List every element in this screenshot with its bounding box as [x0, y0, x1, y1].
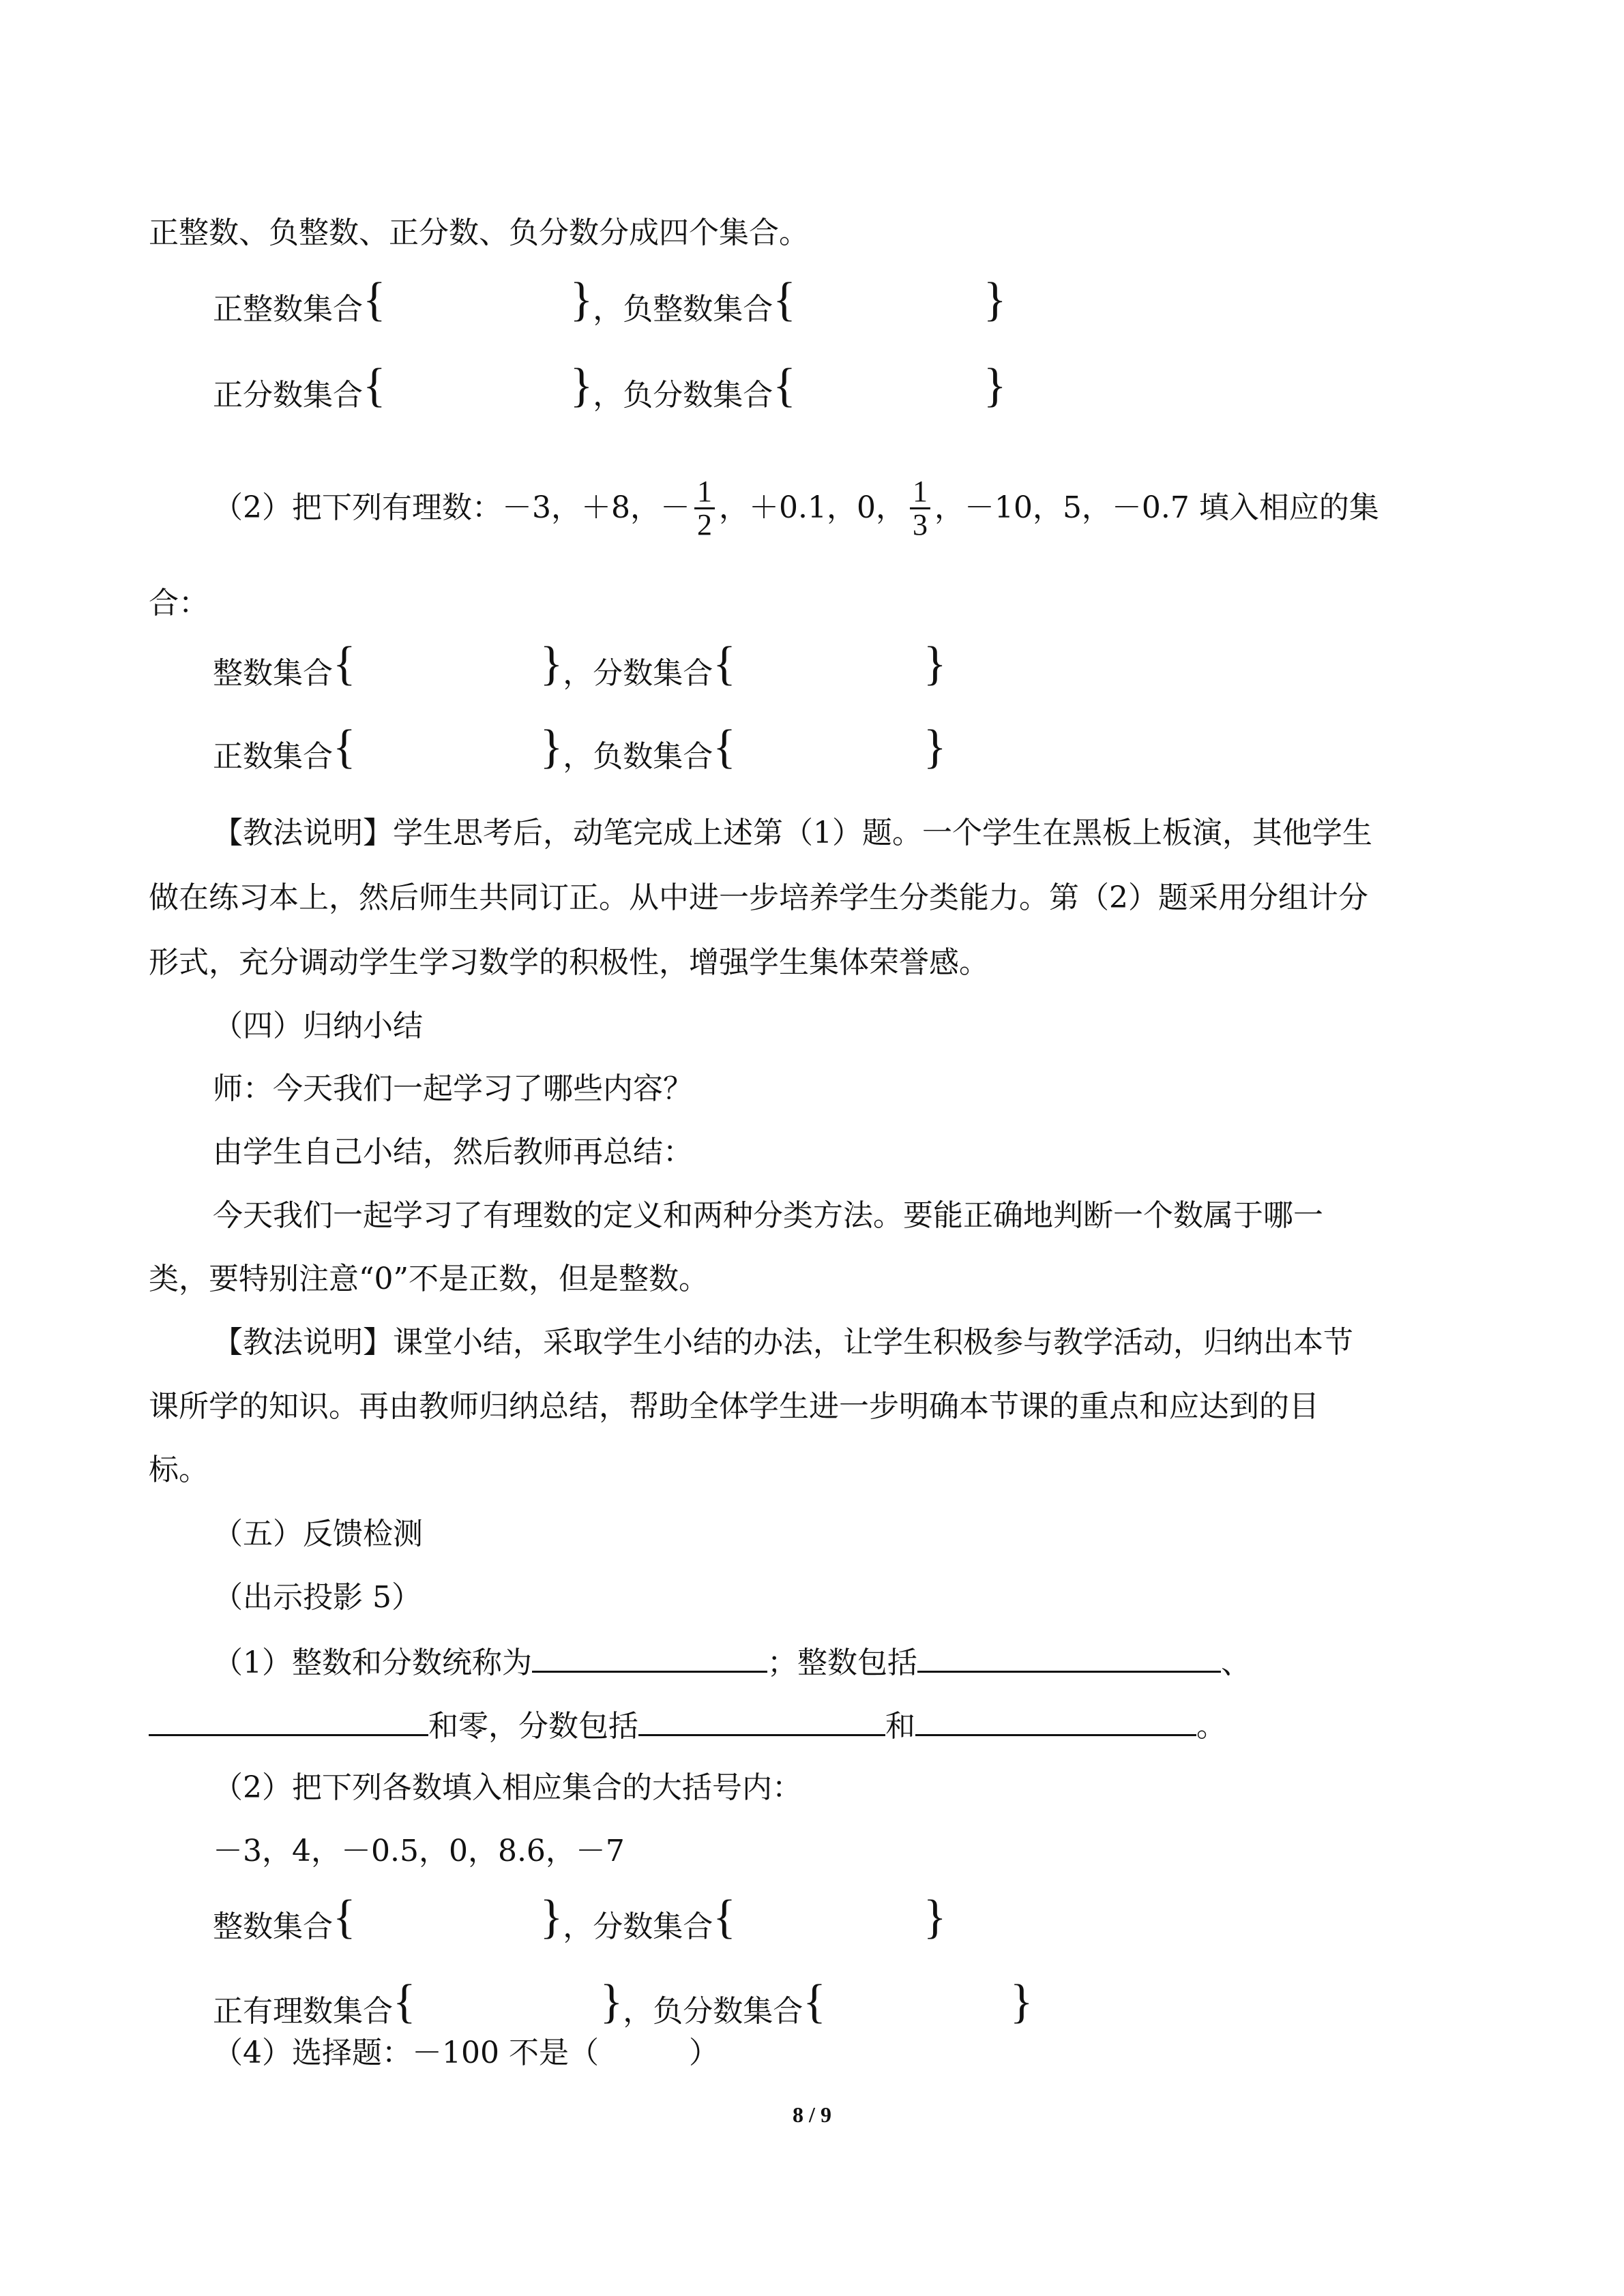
question-text: 。	[1196, 1709, 1226, 1744]
close-brace: }	[923, 1891, 947, 1943]
open-brace: {	[363, 273, 386, 326]
close-brace: }	[923, 721, 947, 773]
fraction-one-half	[694, 476, 715, 541]
text-line: （2）把下列各数填入相应集合的大括号内：	[213, 1770, 802, 1805]
fill-in-line-2	[149, 1704, 1226, 1747]
question-text: 、	[1221, 1645, 1251, 1680]
text-line: （出示投影 5）	[213, 1580, 422, 1615]
question-text: ，－10，5，－0.7 填入相应的集	[934, 490, 1379, 525]
set-label: 整数集合	[213, 656, 333, 691]
question-text: ；整数包括	[767, 1645, 917, 1680]
fill-in-line-1	[213, 1641, 1251, 1684]
close-brace: }	[540, 1891, 563, 1943]
open-brace: {	[333, 1891, 356, 1943]
text-line: 合：	[149, 586, 209, 621]
set-label: ，负整数集合	[593, 292, 773, 327]
open-brace: {	[393, 1976, 416, 2028]
close-brace: }	[1009, 1976, 1033, 2028]
section-heading: （五）反馈检测	[213, 1517, 423, 1551]
set-label: ，分数集合	[563, 1909, 713, 1944]
set-line-positive-rational-negative-fractions	[213, 1976, 1033, 2032]
open-brace: {	[333, 721, 356, 773]
paragraph-line: 类，要特别注意“0”不是正数，但是整数。	[149, 1262, 709, 1296]
text-line: 由学生自己小结，然后教师再总结：	[213, 1135, 693, 1169]
answer-blank[interactable]	[917, 1641, 1221, 1673]
fraction-denominator: 2	[696, 507, 712, 541]
text-line: 师：今天我们一起学习了哪些内容？	[213, 1071, 693, 1106]
page-number: 8 / 9	[793, 2102, 831, 2127]
fraction-numerator: 1	[694, 476, 715, 509]
number-list: －3，4，－0.5，0，8.6，－7	[213, 1834, 625, 1868]
open-brace: {	[713, 721, 736, 773]
set-label: ，负分数集合	[593, 378, 773, 413]
paragraph-line: 【教法说明】课堂小结，采取学生小结的办法，让学生积极参与教学活动，归纳出本节	[213, 1325, 1353, 1360]
close-brace: }	[983, 359, 1007, 412]
open-brace: {	[773, 359, 796, 412]
set-label: 整数集合	[213, 1909, 333, 1944]
question-text: （1）整数和分数统称为	[213, 1645, 532, 1680]
close-brace: }	[600, 1976, 623, 2028]
multiple-choice-question: （4）选择题：－100 不是（ ）	[213, 2036, 719, 2070]
set-line-positive-negative-integers	[213, 273, 1007, 330]
open-brace: {	[773, 273, 796, 326]
set-line-integers-fractions	[213, 638, 947, 694]
set-line-integers-fractions-2	[213, 1891, 947, 1948]
paragraph-line: 【教法说明】学生思考后，动笔完成上述第（1）题。一个学生在黑板上板演，其他学生	[213, 816, 1372, 850]
open-brace: {	[333, 638, 356, 690]
question-text: ，＋0.1，0，	[718, 490, 906, 525]
text-line: 正整数、负整数、正分数、负分数分成四个集合。	[149, 215, 809, 250]
open-brace: {	[363, 359, 386, 412]
close-brace: }	[570, 359, 593, 412]
question-text: 和零，分数包括	[428, 1709, 638, 1744]
question-text: （2）把下列有理数：－3，＋8，－	[213, 490, 690, 525]
close-brace: }	[540, 638, 563, 690]
fraction-denominator: 3	[912, 507, 928, 541]
set-line-positive-negative	[213, 721, 947, 777]
set-label: ，负数集合	[563, 739, 713, 774]
answer-blank[interactable]	[638, 1704, 885, 1736]
set-label: 正整数集合	[213, 292, 363, 327]
set-line-positive-negative-fractions	[213, 359, 1007, 416]
fraction-numerator: 1	[910, 476, 930, 509]
set-label: ，负分数集合	[623, 1994, 803, 2029]
answer-blank[interactable]	[532, 1641, 767, 1673]
set-label: 正分数集合	[213, 378, 363, 413]
fraction-one-third	[910, 476, 930, 541]
paragraph-line: 标。	[149, 1452, 209, 1487]
paragraph-line: 做在练习本上，然后师生共同订正。从中进一步培养学生分类能力。第（2）题采用分组计分	[149, 880, 1368, 915]
close-brace: }	[923, 638, 947, 690]
paragraph-line: 今天我们一起学习了有理数的定义和两种分类方法。要能正确地判断一个数属于哪一	[213, 1198, 1323, 1233]
section-heading: （四）归纳小结	[213, 1009, 423, 1043]
close-brace: }	[983, 273, 1007, 326]
answer-blank[interactable]	[915, 1704, 1196, 1736]
set-label: 正有理数集合	[213, 1994, 393, 2029]
question-2-line	[213, 471, 1379, 546]
answer-blank[interactable]	[149, 1704, 428, 1736]
paragraph-line: 课所学的知识。再由教师归纳总结，帮助全体学生进一步明确本节课的重点和应达到的目	[149, 1389, 1319, 1424]
open-brace: {	[803, 1976, 826, 2028]
open-brace: {	[713, 638, 736, 690]
close-brace: }	[570, 273, 593, 326]
paragraph-line: 形式，充分调动学生学习数学的积极性，增强学生集体荣誉感。	[149, 945, 989, 980]
close-brace: }	[540, 721, 563, 773]
set-label: ，分数集合	[563, 656, 713, 691]
question-text: 和	[885, 1709, 915, 1744]
set-label: 正数集合	[213, 739, 333, 774]
open-brace: {	[713, 1891, 736, 1943]
